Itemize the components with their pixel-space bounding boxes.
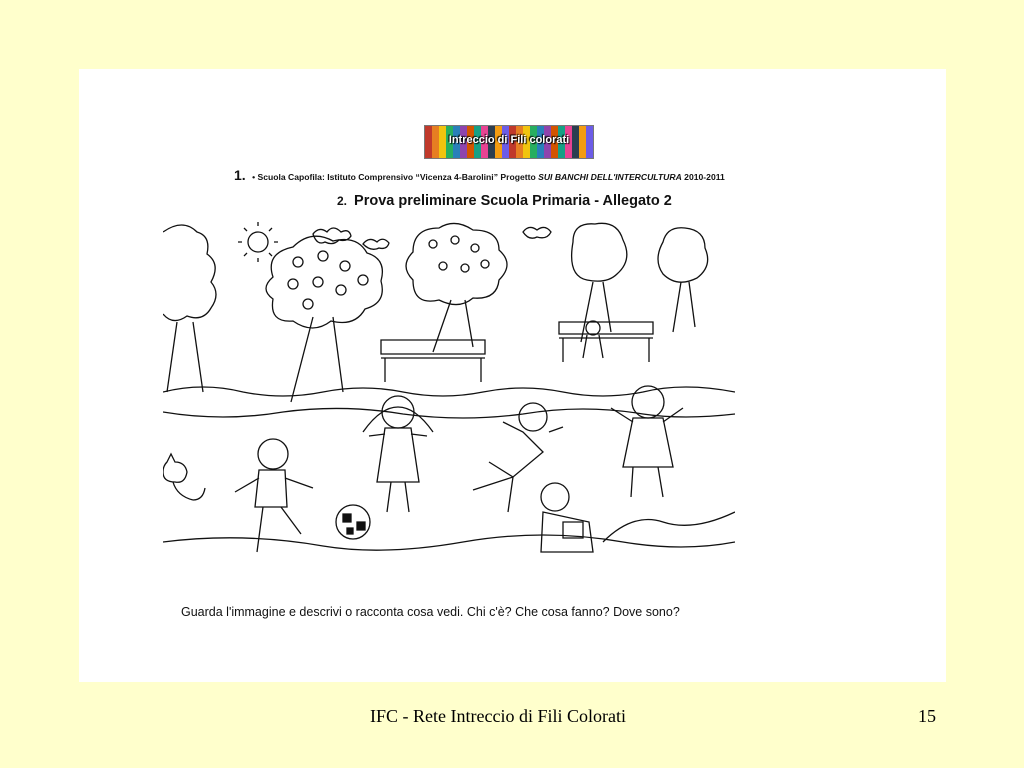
falling-boy-drawing: [473, 403, 563, 512]
footer-text: IFC - Rete Intreccio di Fili Colorati: [370, 706, 626, 726]
benches-drawing: [381, 321, 653, 382]
page-number: 15: [918, 706, 936, 726]
line1-bullet: •: [252, 172, 256, 182]
waving-boy-drawing: [611, 386, 683, 497]
clouds-drawing: [313, 227, 551, 249]
line1-text-a: Scuola Capofila: Istituto Comprensivo “Vicenza 4-Barolini” Progetto: [257, 172, 539, 182]
fruit-tree-middle-drawing: [406, 223, 507, 352]
school-header-line: [234, 167, 725, 183]
fruit-tree-left-drawing: [266, 236, 382, 402]
line2-text: Prova preliminare Scuola Primaria - Allegato 2: [354, 193, 672, 209]
line1-text-b: 2010-2011: [681, 172, 725, 182]
soccer-ball-drawing: [336, 505, 370, 539]
running-boy-drawing: [235, 439, 313, 552]
line1-number: 1.: [234, 167, 246, 183]
hill-drawing: [603, 512, 735, 542]
slide-content-panel: [79, 69, 946, 682]
park-scene-illustration: [163, 222, 735, 572]
project-logo: [424, 125, 594, 159]
right-trees-drawing: [572, 223, 708, 342]
left-tree-drawing: [163, 225, 216, 392]
sun-drawing: [238, 222, 278, 262]
line2-number: 2.: [337, 194, 348, 208]
ground-drawing: [163, 387, 735, 550]
reading-boy-drawing: [541, 483, 593, 552]
logo-text: Intreccio di Fili colorati: [448, 134, 570, 146]
cat-drawing: [163, 454, 205, 500]
line1-project-name: SUI BANCHI DELL'INTERCULTURA: [538, 172, 682, 182]
test-title-line: [337, 193, 672, 209]
instruction-text: Guarda l'immagine e descrivi o racconta cosa vedi. Chi c'è? Che cosa fanno? Dove sono?: [181, 605, 680, 619]
